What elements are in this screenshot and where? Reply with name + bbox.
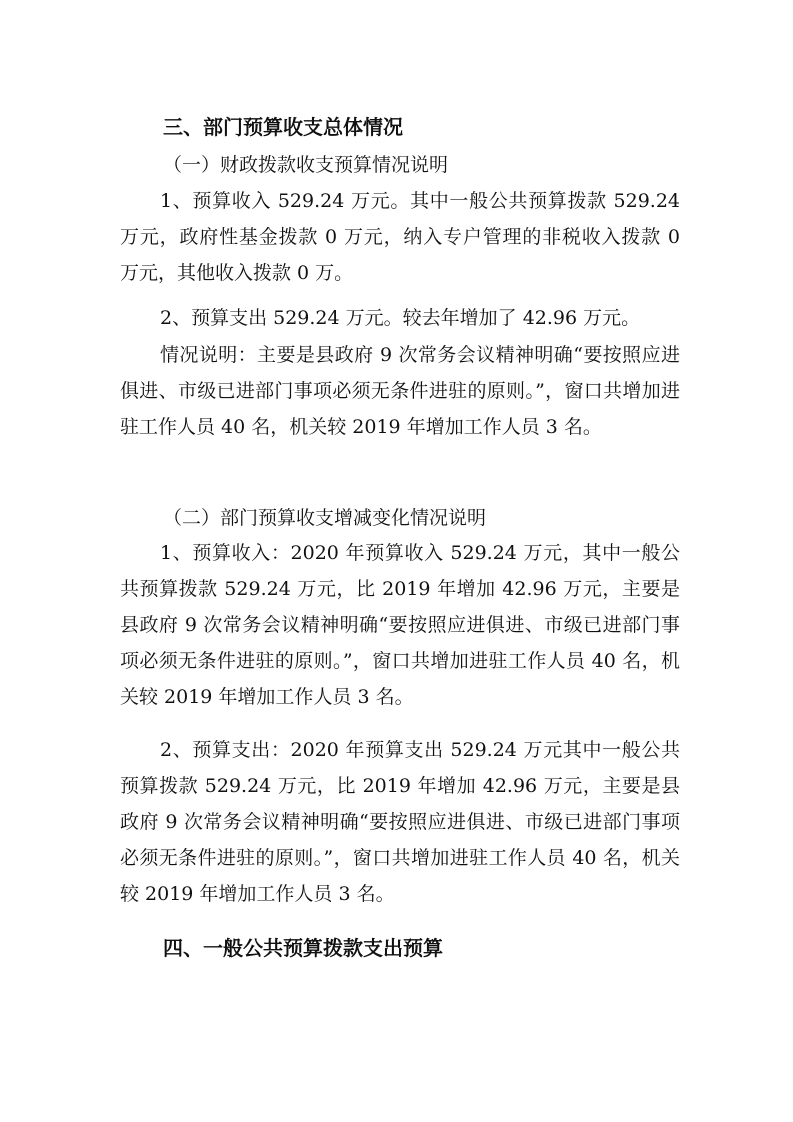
paragraph-budget-expense: 2、预算支出 529.24 万元。较去年增加了 42.96 万元。	[160, 307, 641, 329]
section-heading-3: 三、部门预算收支总体情况	[163, 115, 403, 139]
paragraph-income-change: 1、预算收入：2020 年预算收入 529.24 万元，其中一般公共预算拨款 529.24 万元，比 2019 年增加 42.96 万元，主要是县政府 9 次常务会议精神明确“要按照应进俱进、市级已进部门事项必须无条件进驻的原则。”，窗口共增加进驻工作人员 40 名，机关较 2019 年增加工作人员 3 名。	[120, 542, 680, 708]
paragraph-budget-income: 1、预算收入 529.24 万元。其中一般公共预算拨款 529.24 万元，政府性基金拨款 0 万元，纳入专户管理的非税收入拨款 0 万元，其他收入拨款 0 万。	[120, 190, 680, 284]
subsection-heading-2: （二）部门预算收支增减变化情况说明	[163, 507, 487, 529]
paragraph-explanation: 情况说明：主要是县政府 9 次常务会议精神明确“要按照应进俱进、市级已进部门事项必须无条件进驻的原则。”，窗口共增加进驻工作人员 40 名，机关较 2019 年增加工作人员 3 名。	[120, 344, 680, 438]
section-heading-4: 四、一般公共预算拨款支出预算	[163, 936, 443, 960]
subsection-heading-1: （一）财政拨款收支预算情况说明	[163, 154, 449, 176]
paragraph-expense-change: 2、预算支出：2020 年预算支出 529.24 万元其中一般公共预算拨款 529.24 万元，比 2019 年增加 42.96 万元，主要是县政府 9 次常务会议精神明确“要按照应进俱进、市级已进部门事项必须无条件进驻的原则。”，窗口共增加进驻工作人员 40 名，机关较 2019 年增加工作人员 3 名。	[120, 739, 680, 905]
